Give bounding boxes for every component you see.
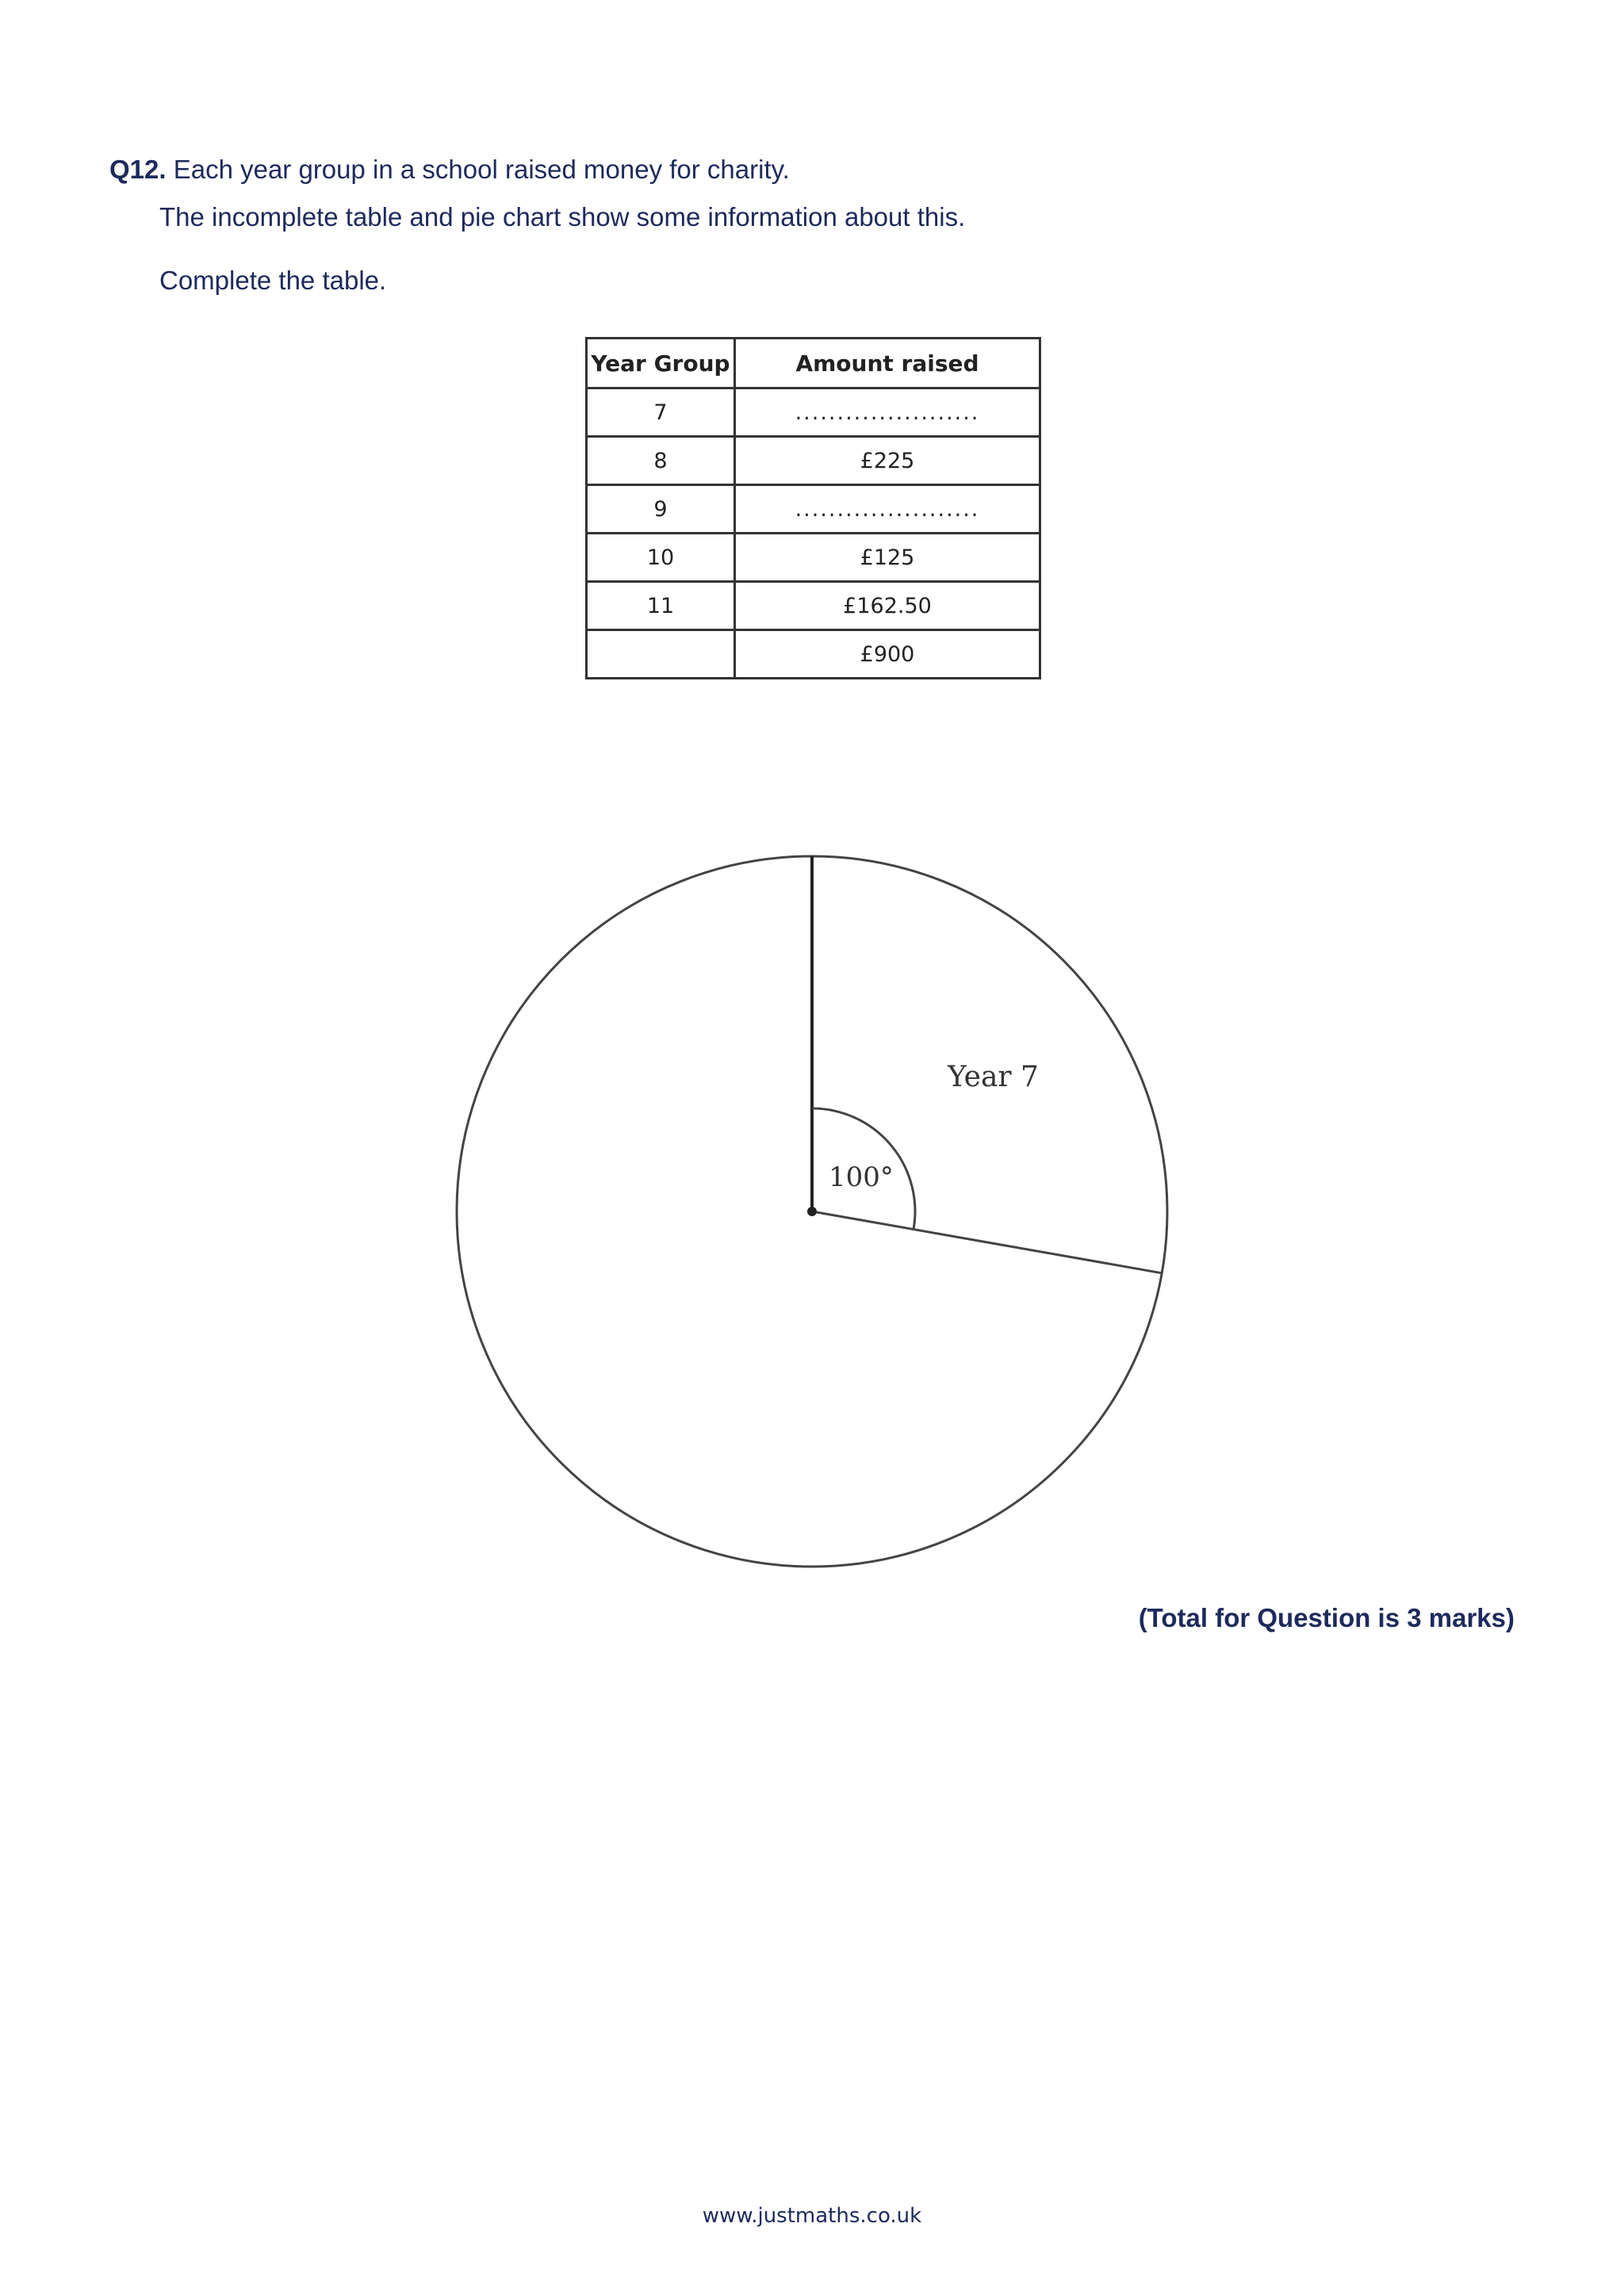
amount-cell: £225 xyxy=(735,437,1040,485)
angle-label: 100° xyxy=(829,1161,894,1193)
total-amount-cell: £900 xyxy=(735,630,1040,679)
footer-url[interactable]: www.justmaths.co.uk xyxy=(702,2204,922,2228)
question-instruction: Complete the table. xyxy=(159,266,387,295)
answer-blank[interactable]: ...................... xyxy=(735,485,1040,534)
header-amount-raised: Amount raised xyxy=(735,339,1040,388)
answer-blank[interactable]: ...................... xyxy=(735,388,1040,437)
amount-cell: £162.50 xyxy=(735,582,1040,630)
question-number: Q12. xyxy=(109,155,167,184)
question-text: Each year group in a school raised money for charity. xyxy=(173,155,790,184)
sector-label-year-7: Year 7 xyxy=(948,1061,1039,1093)
year-cell: 11 xyxy=(587,582,735,630)
pie-center-dot xyxy=(807,1207,817,1216)
amount-cell: £125 xyxy=(735,534,1040,582)
question-line-2: The incomplete table and pie chart show some information about this. xyxy=(159,202,966,232)
pie-radius-sector-edge xyxy=(812,1211,1162,1273)
year-cell: 8 xyxy=(587,437,735,485)
year-cell: 9 xyxy=(587,485,735,534)
year-cell: 7 xyxy=(587,388,735,437)
header-year-group: Year Group xyxy=(587,339,735,388)
total-marks: (Total for Question is 3 marks) xyxy=(1138,1603,1515,1632)
year-cell: 10 xyxy=(587,534,735,582)
